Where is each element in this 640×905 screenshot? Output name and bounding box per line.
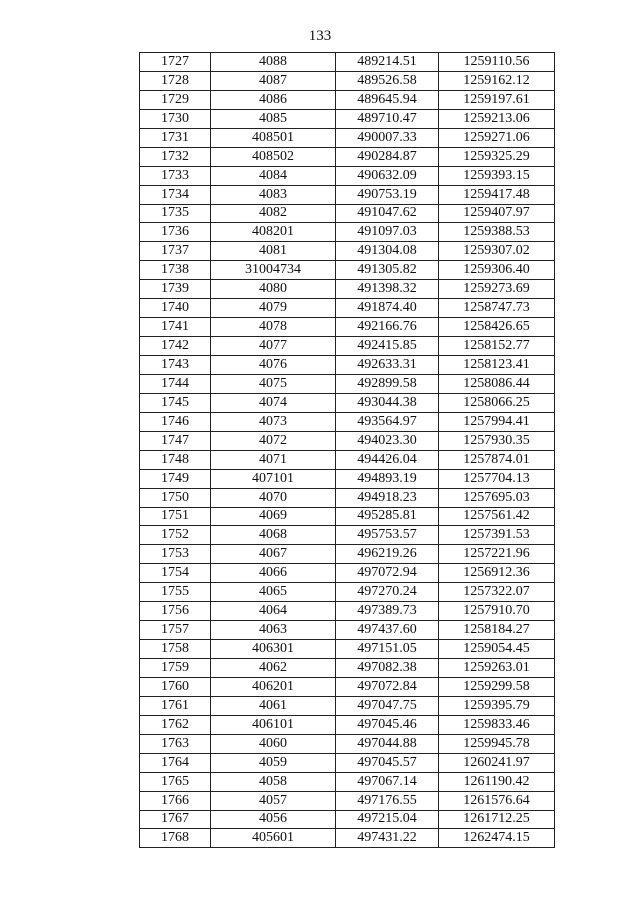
x-coordinate-cell: 497151.05 — [336, 640, 439, 659]
row-index-cell: 1745 — [140, 393, 211, 412]
row-index-cell: 1765 — [140, 772, 211, 791]
point-id-cell: 4057 — [211, 791, 336, 810]
point-id-cell: 4059 — [211, 753, 336, 772]
row-index-cell: 1737 — [140, 242, 211, 261]
x-coordinate-cell: 491097.03 — [336, 223, 439, 242]
point-id-cell: 4077 — [211, 337, 336, 356]
table-row — [140, 583, 555, 602]
point-id-cell: 4079 — [211, 299, 336, 318]
x-coordinate-cell: 492415.85 — [336, 337, 439, 356]
x-coordinate-cell: 497045.46 — [336, 715, 439, 734]
y-coordinate-cell: 1257930.35 — [439, 431, 555, 450]
row-index-cell: 1757 — [140, 621, 211, 640]
row-index-cell: 1756 — [140, 602, 211, 621]
x-coordinate-cell: 491047.62 — [336, 204, 439, 223]
table-row — [140, 166, 555, 185]
y-coordinate-cell: 1259407.97 — [439, 204, 555, 223]
table-row — [140, 242, 555, 261]
y-coordinate-cell: 1259325.29 — [439, 147, 555, 166]
table-row — [140, 318, 555, 337]
table-row — [140, 128, 555, 147]
y-coordinate-cell: 1259273.69 — [439, 280, 555, 299]
x-coordinate-cell: 489645.94 — [336, 90, 439, 109]
table-row — [140, 602, 555, 621]
row-index-cell: 1746 — [140, 412, 211, 431]
row-index-cell: 1767 — [140, 810, 211, 829]
y-coordinate-cell: 1259110.56 — [439, 53, 555, 72]
row-index-cell: 1731 — [140, 128, 211, 147]
x-coordinate-cell: 489526.58 — [336, 71, 439, 90]
x-coordinate-cell: 497176.55 — [336, 791, 439, 810]
table-row — [140, 677, 555, 696]
point-id-cell: 4066 — [211, 564, 336, 583]
point-id-cell: 4060 — [211, 734, 336, 753]
point-id-cell: 4088 — [211, 53, 336, 72]
y-coordinate-cell: 1259945.78 — [439, 734, 555, 753]
point-id-cell: 4075 — [211, 374, 336, 393]
table-row — [140, 469, 555, 488]
row-index-cell: 1748 — [140, 450, 211, 469]
y-coordinate-cell: 1257910.70 — [439, 602, 555, 621]
table-row — [140, 53, 555, 72]
table-row — [140, 753, 555, 772]
y-coordinate-cell: 1259417.48 — [439, 185, 555, 204]
y-coordinate-cell: 1258086.44 — [439, 374, 555, 393]
table-row — [140, 431, 555, 450]
y-coordinate-cell: 1259197.61 — [439, 90, 555, 109]
row-index-cell: 1727 — [140, 53, 211, 72]
point-id-cell: 4071 — [211, 450, 336, 469]
x-coordinate-cell: 494023.30 — [336, 431, 439, 450]
point-id-cell: 4069 — [211, 507, 336, 526]
row-index-cell: 1742 — [140, 337, 211, 356]
point-id-cell: 4063 — [211, 621, 336, 640]
row-index-cell: 1743 — [140, 356, 211, 375]
x-coordinate-cell: 494893.19 — [336, 469, 439, 488]
x-coordinate-cell: 497437.60 — [336, 621, 439, 640]
row-index-cell: 1751 — [140, 507, 211, 526]
row-index-cell: 1732 — [140, 147, 211, 166]
row-index-cell: 1761 — [140, 696, 211, 715]
x-coordinate-cell: 497072.84 — [336, 677, 439, 696]
x-coordinate-cell: 497082.38 — [336, 659, 439, 678]
table-row — [140, 204, 555, 223]
coordinates-table-body — [140, 53, 555, 848]
x-coordinate-cell: 491874.40 — [336, 299, 439, 318]
y-coordinate-cell: 1261576.64 — [439, 791, 555, 810]
table-row — [140, 393, 555, 412]
table-row — [140, 545, 555, 564]
table-row — [140, 356, 555, 375]
y-coordinate-cell: 1259393.15 — [439, 166, 555, 185]
row-index-cell: 1734 — [140, 185, 211, 204]
point-id-cell: 408201 — [211, 223, 336, 242]
y-coordinate-cell: 1258747.73 — [439, 299, 555, 318]
x-coordinate-cell: 494426.04 — [336, 450, 439, 469]
row-index-cell: 1755 — [140, 583, 211, 602]
row-index-cell: 1740 — [140, 299, 211, 318]
row-index-cell: 1749 — [140, 469, 211, 488]
y-coordinate-cell: 1259299.58 — [439, 677, 555, 696]
x-coordinate-cell: 497044.88 — [336, 734, 439, 753]
y-coordinate-cell: 1257695.03 — [439, 488, 555, 507]
y-coordinate-cell: 1258066.25 — [439, 393, 555, 412]
row-index-cell: 1729 — [140, 90, 211, 109]
row-index-cell: 1747 — [140, 431, 211, 450]
x-coordinate-cell: 497067.14 — [336, 772, 439, 791]
x-coordinate-cell: 491305.82 — [336, 261, 439, 280]
y-coordinate-cell: 1257391.53 — [439, 526, 555, 545]
table-row — [140, 109, 555, 128]
table-row — [140, 337, 555, 356]
y-coordinate-cell: 1257874.01 — [439, 450, 555, 469]
point-id-cell: 4062 — [211, 659, 336, 678]
row-index-cell: 1762 — [140, 715, 211, 734]
x-coordinate-cell: 495753.57 — [336, 526, 439, 545]
table-row — [140, 280, 555, 299]
table-row — [140, 223, 555, 242]
table-row — [140, 147, 555, 166]
table-row — [140, 450, 555, 469]
y-coordinate-cell: 1257994.41 — [439, 412, 555, 431]
y-coordinate-cell: 1259213.06 — [439, 109, 555, 128]
row-index-cell: 1736 — [140, 223, 211, 242]
point-id-cell: 4084 — [211, 166, 336, 185]
y-coordinate-cell: 1261190.42 — [439, 772, 555, 791]
table-row — [140, 829, 555, 848]
table-row — [140, 734, 555, 753]
table-row — [140, 488, 555, 507]
point-id-cell: 4086 — [211, 90, 336, 109]
point-id-cell: 4061 — [211, 696, 336, 715]
y-coordinate-cell: 1259307.02 — [439, 242, 555, 261]
x-coordinate-cell: 494918.23 — [336, 488, 439, 507]
coordinates-table — [139, 52, 555, 848]
table-row — [140, 90, 555, 109]
point-id-cell: 4065 — [211, 583, 336, 602]
x-coordinate-cell: 492633.31 — [336, 356, 439, 375]
point-id-cell: 408502 — [211, 147, 336, 166]
table-row — [140, 71, 555, 90]
x-coordinate-cell: 493044.38 — [336, 393, 439, 412]
row-index-cell: 1744 — [140, 374, 211, 393]
row-index-cell: 1759 — [140, 659, 211, 678]
point-id-cell: 31004734 — [211, 261, 336, 280]
row-index-cell: 1764 — [140, 753, 211, 772]
table-row — [140, 564, 555, 583]
x-coordinate-cell: 495285.81 — [336, 507, 439, 526]
row-index-cell: 1735 — [140, 204, 211, 223]
point-id-cell: 406101 — [211, 715, 336, 734]
point-id-cell: 4082 — [211, 204, 336, 223]
y-coordinate-cell: 1259054.45 — [439, 640, 555, 659]
point-id-cell: 4073 — [211, 412, 336, 431]
x-coordinate-cell: 497389.73 — [336, 602, 439, 621]
table-row — [140, 507, 555, 526]
row-index-cell: 1750 — [140, 488, 211, 507]
y-coordinate-cell: 1258184.27 — [439, 621, 555, 640]
table-row — [140, 810, 555, 829]
point-id-cell: 4085 — [211, 109, 336, 128]
point-id-cell: 4064 — [211, 602, 336, 621]
y-coordinate-cell: 1258426.65 — [439, 318, 555, 337]
point-id-cell: 406301 — [211, 640, 336, 659]
table-row — [140, 715, 555, 734]
point-id-cell: 4058 — [211, 772, 336, 791]
x-coordinate-cell: 492899.58 — [336, 374, 439, 393]
point-id-cell: 408501 — [211, 128, 336, 147]
x-coordinate-cell: 497045.57 — [336, 753, 439, 772]
point-id-cell: 4070 — [211, 488, 336, 507]
point-id-cell: 405601 — [211, 829, 336, 848]
row-index-cell: 1763 — [140, 734, 211, 753]
y-coordinate-cell: 1259395.79 — [439, 696, 555, 715]
row-index-cell: 1733 — [140, 166, 211, 185]
y-coordinate-cell: 1259833.46 — [439, 715, 555, 734]
y-coordinate-cell: 1257561.42 — [439, 507, 555, 526]
table-row — [140, 621, 555, 640]
row-index-cell: 1768 — [140, 829, 211, 848]
y-coordinate-cell: 1259388.53 — [439, 223, 555, 242]
point-id-cell: 4080 — [211, 280, 336, 299]
row-index-cell: 1754 — [140, 564, 211, 583]
y-coordinate-cell: 1258123.41 — [439, 356, 555, 375]
x-coordinate-cell: 489214.51 — [336, 53, 439, 72]
row-index-cell: 1753 — [140, 545, 211, 564]
point-id-cell: 4074 — [211, 393, 336, 412]
x-coordinate-cell: 497431.22 — [336, 829, 439, 848]
y-coordinate-cell: 1259263.01 — [439, 659, 555, 678]
x-coordinate-cell: 497270.24 — [336, 583, 439, 602]
row-index-cell: 1728 — [140, 71, 211, 90]
point-id-cell: 4083 — [211, 185, 336, 204]
y-coordinate-cell: 1257322.07 — [439, 583, 555, 602]
y-coordinate-cell: 1257704.13 — [439, 469, 555, 488]
table-row — [140, 659, 555, 678]
table-row — [140, 791, 555, 810]
x-coordinate-cell: 490753.19 — [336, 185, 439, 204]
point-id-cell: 407101 — [211, 469, 336, 488]
x-coordinate-cell: 489710.47 — [336, 109, 439, 128]
row-index-cell: 1758 — [140, 640, 211, 659]
x-coordinate-cell: 496219.26 — [336, 545, 439, 564]
x-coordinate-cell: 497072.94 — [336, 564, 439, 583]
table-row — [140, 526, 555, 545]
x-coordinate-cell: 493564.97 — [336, 412, 439, 431]
y-coordinate-cell: 1256912.36 — [439, 564, 555, 583]
row-index-cell: 1739 — [140, 280, 211, 299]
page-number: 133 — [308, 28, 332, 44]
x-coordinate-cell: 497215.04 — [336, 810, 439, 829]
row-index-cell: 1766 — [140, 791, 211, 810]
point-id-cell: 406201 — [211, 677, 336, 696]
point-id-cell: 4078 — [211, 318, 336, 337]
y-coordinate-cell: 1259162.12 — [439, 71, 555, 90]
point-id-cell: 4072 — [211, 431, 336, 450]
x-coordinate-cell: 490284.87 — [336, 147, 439, 166]
table-row — [140, 261, 555, 280]
point-id-cell: 4076 — [211, 356, 336, 375]
x-coordinate-cell: 491304.08 — [336, 242, 439, 261]
y-coordinate-cell: 1259271.06 — [439, 128, 555, 147]
table-row — [140, 299, 555, 318]
row-index-cell: 1760 — [140, 677, 211, 696]
point-id-cell: 4068 — [211, 526, 336, 545]
row-index-cell: 1738 — [140, 261, 211, 280]
x-coordinate-cell: 497047.75 — [336, 696, 439, 715]
x-coordinate-cell: 490007.33 — [336, 128, 439, 147]
row-index-cell: 1752 — [140, 526, 211, 545]
x-coordinate-cell: 490632.09 — [336, 166, 439, 185]
table-row — [140, 772, 555, 791]
x-coordinate-cell: 491398.32 — [336, 280, 439, 299]
point-id-cell: 4056 — [211, 810, 336, 829]
table-row — [140, 640, 555, 659]
table-row — [140, 696, 555, 715]
point-id-cell: 4087 — [211, 71, 336, 90]
row-index-cell: 1730 — [140, 109, 211, 128]
y-coordinate-cell: 1259306.40 — [439, 261, 555, 280]
y-coordinate-cell: 1258152.77 — [439, 337, 555, 356]
point-id-cell: 4067 — [211, 545, 336, 564]
y-coordinate-cell: 1257221.96 — [439, 545, 555, 564]
table-row — [140, 374, 555, 393]
table-row — [140, 185, 555, 204]
row-index-cell: 1741 — [140, 318, 211, 337]
point-id-cell: 4081 — [211, 242, 336, 261]
table-row — [140, 412, 555, 431]
y-coordinate-cell: 1260241.97 — [439, 753, 555, 772]
y-coordinate-cell: 1262474.15 — [439, 829, 555, 848]
x-coordinate-cell: 492166.76 — [336, 318, 439, 337]
y-coordinate-cell: 1261712.25 — [439, 810, 555, 829]
